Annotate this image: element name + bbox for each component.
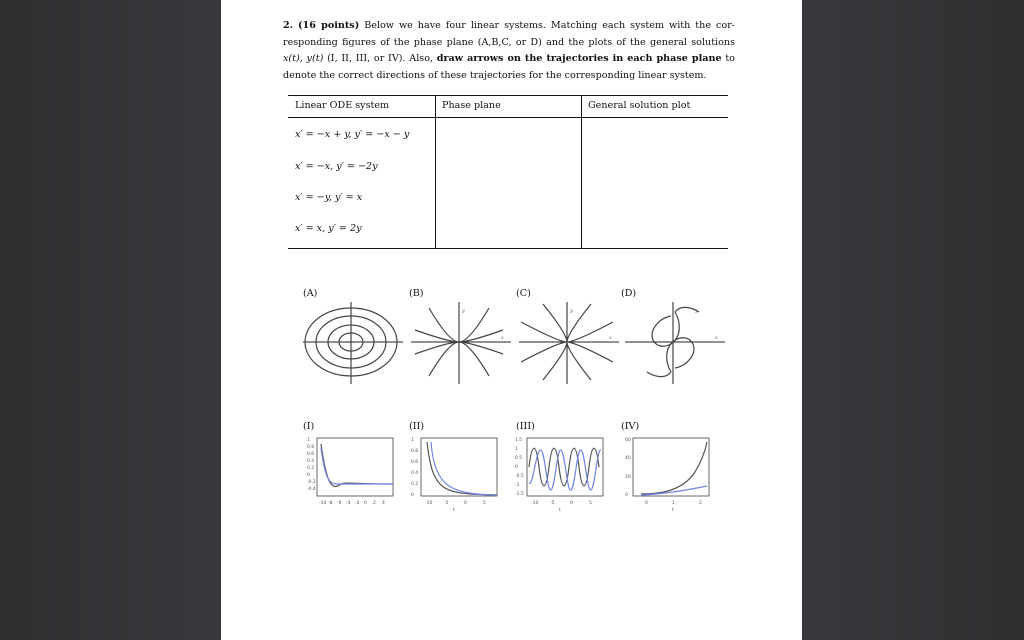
phase-b-trajectory-5 <box>415 330 459 342</box>
plot-ii-ytick-6: 0 <box>411 493 414 498</box>
phase-plane-d <box>623 300 727 385</box>
problem-line-2: responding figures of the phase plane (A,B,C, or D) and the plots of the general solutions <box>283 36 735 48</box>
plot-ii-ytick-2: 0.8 <box>411 449 419 454</box>
phase-c-trajectory-5 <box>521 322 567 342</box>
plot-i-ytick-6: 0 <box>307 473 310 478</box>
plot-iv-ytick-4: 0 <box>625 493 628 498</box>
plot-i-ytick-1: 1 <box>307 438 310 443</box>
plot-iii-ytick-6: -1 <box>515 483 520 488</box>
phase-c-trajectory-4 <box>567 342 591 380</box>
phase-b-trajectory-6 <box>459 330 503 342</box>
plot-iv-curve-dark <box>641 442 707 494</box>
phase-plane-a-label: (A) <box>303 288 318 299</box>
phase-a-x-label: x <box>395 335 398 341</box>
plot-ii-curve-blue <box>431 442 497 495</box>
ode-row-4: x′ = x, y′ = 2y <box>295 223 362 234</box>
problem-line-3: (I, II, III, or IV). Also, <box>327 53 434 65</box>
plot-ii-xtick-4: 5 <box>483 501 486 506</box>
header-phase-plane: Phase plane <box>442 100 501 111</box>
plot-i-ytick-8: -0.4 <box>307 487 316 492</box>
problem-line-4: to denote the correct directions of these trajectories for the corresponding linear system. <box>283 53 735 81</box>
phase-b-trajectory-1 <box>429 308 459 342</box>
plot-iii-ytick-1: 1.5 <box>515 438 523 443</box>
header-general-solution: General solution plot <box>588 100 691 111</box>
phase-b-trajectory-4 <box>459 342 489 376</box>
phase-d-spiral-3 <box>673 312 679 342</box>
plot-ii-xtick-2: -5 <box>444 501 449 506</box>
phase-c-trajectory-7 <box>521 342 567 362</box>
plot-i-ytick-5: 0.2 <box>307 466 315 471</box>
plot-ii-xlabel: t <box>453 508 455 513</box>
plot-iii-xlabel: t <box>559 508 561 513</box>
phase-b-y-label: y <box>462 308 465 314</box>
plot-iii-xtick-3: 0 <box>570 501 573 506</box>
phase-plane-d-label: (D) <box>621 288 637 299</box>
matching-table <box>288 95 728 249</box>
ode-row-2: x′ = −x, y′ = −2y <box>295 161 378 172</box>
plot-iv-xtick-3: 2 <box>699 501 702 506</box>
phase-plane-a <box>301 300 405 385</box>
plot-iii-xtick-4: 5 <box>589 501 592 506</box>
plot-ii-ytick-5: 0.2 <box>411 482 419 487</box>
plot-i-ytick-7: -0.2 <box>307 480 316 485</box>
plot-i-curve-blue <box>321 448 393 484</box>
phase-d-y-label: y <box>695 308 698 314</box>
document-page <box>221 0 802 640</box>
plot-i-ytick-3: 0.6 <box>307 452 315 457</box>
plot-i-xtick-1: -10 <box>319 501 327 506</box>
solution-plot-iii <box>527 438 607 500</box>
plot-iv-xlabel: t <box>672 508 674 513</box>
phase-b-trajectory-3 <box>429 342 459 376</box>
problem-line-3-math: x(t), y(t) <box>283 53 324 65</box>
plot-i-frame <box>317 438 393 496</box>
phase-d-spiral-6 <box>647 372 671 377</box>
phase-b-trajectory-7 <box>415 342 459 354</box>
problem-line-1: Below we have four linear systems. Matching each system with the cor- <box>364 20 735 31</box>
plot-iii-ytick-4: 0 <box>515 465 518 470</box>
problem-instruction-bold: draw arrows on the trajectories in each phase plane <box>436 53 722 65</box>
plot-i-xtick-4: -4 <box>346 501 351 506</box>
solution-plot-iii-label: (III) <box>516 421 535 432</box>
column-divider-1 <box>435 96 436 248</box>
phase-b-trajectory-8 <box>459 342 503 354</box>
solution-plot-iv <box>633 438 713 500</box>
phase-c-trajectory-6 <box>567 322 613 342</box>
solution-plot-i <box>317 438 397 500</box>
plot-ii-frame <box>421 438 497 496</box>
plot-iii-xtick-1: -10 <box>531 501 539 506</box>
plot-iii-xtick-2: -5 <box>550 501 555 506</box>
problem-number: 2. <box>283 20 294 31</box>
plot-i-ytick-4: 0.4 <box>307 459 315 464</box>
plot-ii-ytick-3: 0.6 <box>411 460 419 465</box>
plot-iv-ytick-2: 40 <box>625 456 631 461</box>
phase-c-trajectory-1 <box>543 304 567 342</box>
plot-iii-ytick-2: 1 <box>515 447 518 452</box>
plot-iv-xtick-2: 1 <box>672 501 675 506</box>
plot-iv-ytick-1: 60 <box>625 438 631 443</box>
plot-i-xtick-6: 0 <box>364 501 367 506</box>
ode-row-1: x′ = −x + y, y′ = −x − y <box>295 129 410 140</box>
plot-ii-xtick-1: -10 <box>425 501 433 506</box>
phase-c-trajectory-8 <box>567 342 613 362</box>
header-linear-ode: Linear ODE system <box>295 100 390 111</box>
plot-i-ytick-2: 0.8 <box>307 445 315 450</box>
plot-ii-curve-dark <box>427 442 497 495</box>
plot-i-xtick-8: 4 <box>382 501 385 506</box>
phase-plane-b <box>409 300 513 385</box>
plot-i-xtick-2: -8 <box>328 501 333 506</box>
solution-plot-iv-label: (IV) <box>621 421 640 432</box>
problem-points: (16 points) <box>297 20 360 31</box>
ode-row-3: x′ = −y, y′ = x <box>295 192 363 203</box>
phase-d-x-label: x <box>715 335 718 341</box>
plot-i-xtick-7: 2 <box>373 501 376 506</box>
plot-i-xtick-3: -6 <box>337 501 342 506</box>
plot-ii-xtick-3: 0 <box>464 501 467 506</box>
solution-plot-ii-label: (II) <box>409 421 425 432</box>
phase-c-y-label: y <box>570 308 573 314</box>
plot-iii-ytick-5: -0.5 <box>515 474 524 479</box>
solution-plot-ii <box>421 438 501 500</box>
plot-i-xtick-5: -2 <box>355 501 360 506</box>
phase-b-x-label: x <box>501 335 504 341</box>
phase-plane-c <box>517 300 621 385</box>
plot-iii-ytick-7: -1.5 <box>515 492 524 497</box>
plot-i-curve-dark <box>321 444 393 486</box>
phase-d-spiral-4 <box>667 342 673 372</box>
phase-c-x-label: x <box>609 335 612 341</box>
column-divider-2 <box>581 96 582 248</box>
plot-ii-ytick-4: 0.4 <box>411 471 419 476</box>
solution-plot-i-label: (I) <box>303 421 315 432</box>
plot-iv-xtick-1: 0 <box>645 501 648 506</box>
phase-plane-b-label: (B) <box>409 288 424 299</box>
header-divider <box>288 117 728 118</box>
phase-c-trajectory-3 <box>543 342 567 380</box>
plot-iii-curve-dark <box>529 448 599 486</box>
problem-statement <box>283 18 735 84</box>
plot-iii-ytick-3: 0.5 <box>515 456 523 461</box>
plot-ii-ytick-1: 1 <box>411 438 414 443</box>
phase-plane-c-label: (C) <box>516 288 531 299</box>
plot-iv-ytick-3: 20 <box>625 475 631 480</box>
